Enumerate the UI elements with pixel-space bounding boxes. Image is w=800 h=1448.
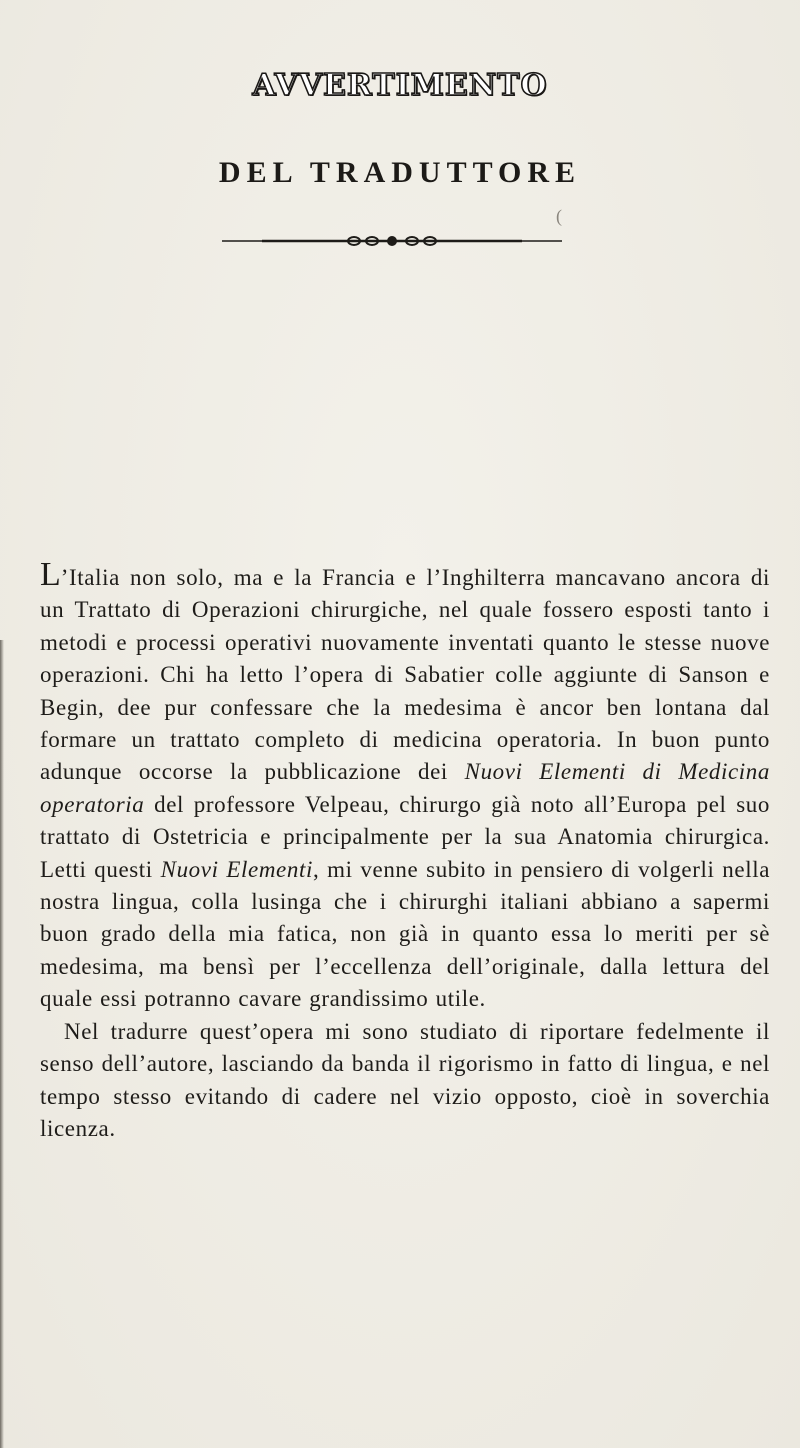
ornamental-divider <box>222 236 562 246</box>
paragraph-1-text-a: ’Italia non solo, ma e la Francia e l’Inghilterra mancavano ancora di un Trattato di Operazioni chirurgiche, nel quale fossero esposti tanto i metodi e processi operativi nuovamente inventati quanto le stesse nuove operazioni. Chi ha letto l’opera di Sabatier colle aggiunte di Sanson e Begin, dee pur confessare che la medesima è ancor ben lontana dal formare un trattato completo di medicina operatoria. In buon punto adunque occorse la pubblicazione dei <box>40 565 770 785</box>
book-title-italic: Nuovi Elementi di Medicina operatoria <box>40 759 770 817</box>
paragraph-1-text-c: , mi venne subito in pensiero di volgerli nella nostra lingua, colla lusinga che i chirurghi italiani abbiano a sapermi buon grado della mia fatica, non già in quanto essa lo meriti per sè medesima, ma bensì per l’eccellenza dell’originale, dalla lettura del quale essi potranno cavare grandissimo utile. <box>40 856 770 1012</box>
paragraph-1 <box>40 556 770 1016</box>
drop-cap: L <box>40 556 61 593</box>
page-edge-shadow <box>0 640 4 1448</box>
page-subtitle: DEL TRADUTTORE <box>218 156 582 189</box>
page-title: AVVERTIMENTO <box>252 68 548 103</box>
stray-print-mark: ( <box>556 206 562 226</box>
body-text <box>40 556 770 1145</box>
paragraph-1-text-b: del professore Velpeau, chirurgo già noto all’Europa pel suo trattato di Ostetricia e principalmente per la sua Anatomia chirurgica. Letti questi <box>40 791 770 882</box>
book-title-short-italic: Nuovi Elementi <box>160 856 313 882</box>
paragraph-2: Nel tradurre quest’opera mi sono studiato di riportare fedelmente il senso dell’autore, lasciando da banda il rigorismo in fatto di lingua, e nel tempo stesso evitando di cadere nel vizio opposto, cioè in soverchia licenza. <box>40 1018 770 1141</box>
